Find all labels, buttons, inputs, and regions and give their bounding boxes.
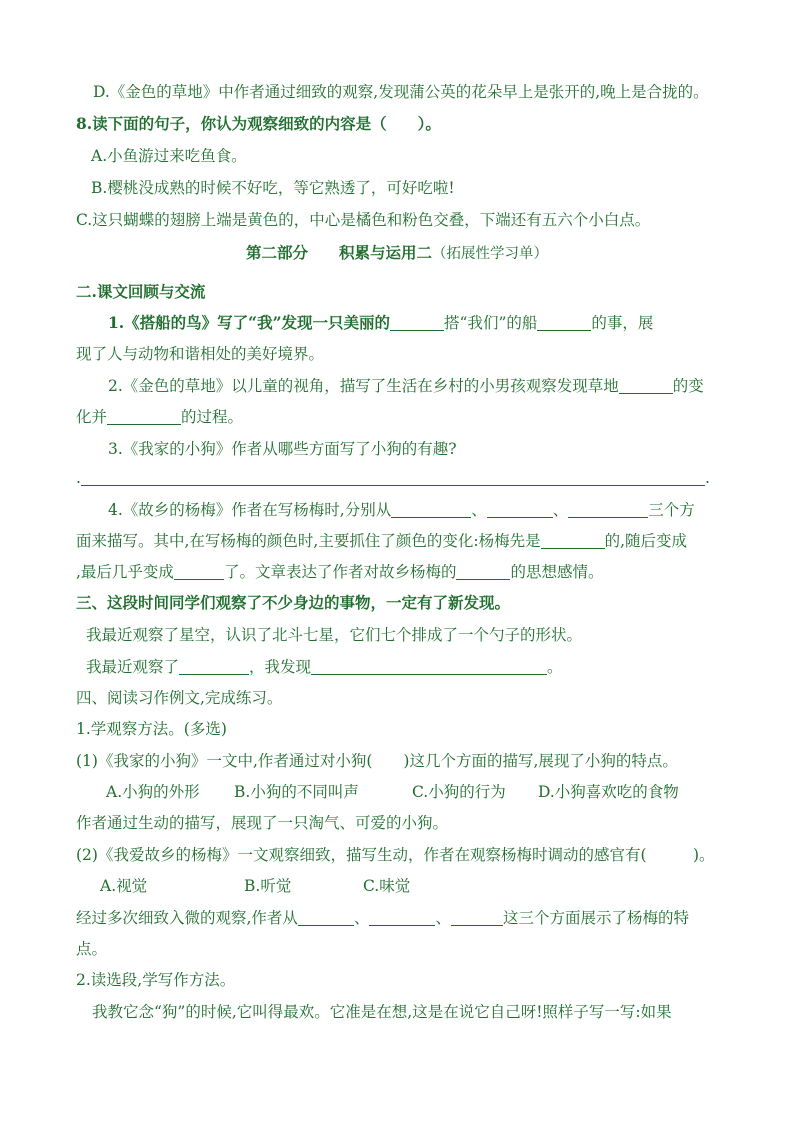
reading-1-title: 1.学观察方法。(多选) [76,720,227,738]
fill-blank[interactable] [487,501,553,518]
reading-3-passage: 我教它念“狗”的时候,它叫得最欢。它准是在想,这是在说它自己呀!照样子写一写:如果 [92,1003,672,1021]
reading-1-option-d: D.小狗喜欢吃的食物 [538,783,679,801]
item-3-question: 3.《我家的小狗》作者从哪些方面写了小狗的有趣? [108,440,457,458]
reading-2-text-a: 经过多次细致入微的观察,作者从 [76,909,298,927]
reading-1-option-c: C.小狗的行为 [412,783,506,801]
question-8-option-b: B.樱桃没成熟的时候不好吃，等它熟透了，可好吃啦! [91,179,455,197]
part-two-subtitle: （拓展性学习单） [432,246,548,262]
section-3-text-b: ，我发现 [249,658,312,676]
fill-blank[interactable] [107,408,181,425]
item-3-answer-line [76,467,716,489]
reading-2-fill-line-2: 点。 [76,940,108,958]
fill-blank[interactable] [568,501,648,518]
item-4-text-f: 了。文章表达了作者对故乡杨梅的 [223,563,457,581]
fill-blank[interactable] [298,909,354,926]
reading-1-option-b: B.小狗的不同叫声 [234,783,359,801]
separator: 、 [435,909,451,927]
item-2-text-c: 化并 [76,408,108,426]
item-4-text-c: 面来描写。其中,在写杨梅的颜色时,主要抓住了颜色的变化:杨梅先是 [76,532,541,550]
item-2-line-2 [76,406,243,428]
section-3-text-a: 我最近观察了 [86,658,180,676]
item-1-line-1 [108,312,653,334]
section-3-text-c: 。 [547,658,563,676]
reading-2-option-b: B.听觉 [244,877,292,895]
reading-2-question: (2)《我爱故乡的杨梅》一文观察细致，描写生动，作者在观察杨梅时调动的感官有( )。 [76,846,715,864]
item-1-text-a: 1.《搭船的鸟》写了“我”发现一只美丽的 [108,313,391,332]
section-3-example: 我最近观察了星空，认识了北斗七星，它们七个排成了一个勺子的形状。 [86,626,583,644]
fill-blank[interactable] [369,909,435,926]
fill-blank[interactable] [390,314,444,331]
item-4-line-2 [76,530,687,552]
question-8: 8.读下面的句子，你认为观察细致的内容是（ ）。 [76,114,441,133]
part-two-heading [0,242,794,264]
item-4-text-d: 的,随后变成 [604,532,688,550]
item-4-text-e: ,最后几乎变成 [76,563,174,581]
dot-right: . [704,469,710,487]
question-8-option-a: A.小鱼游过来吃鱼食。 [91,147,247,165]
separator: 、 [353,909,370,927]
section-3-heading: 三、这段时间同学们观察了不少身边的事物，一定有了新发现。 [76,593,511,612]
fill-blank[interactable] [179,658,249,675]
item-4-line-1 [108,499,695,521]
item-4-text-b: 三个方 [648,501,695,519]
item-1-text-c: 的事，展 [591,314,654,332]
part-two-title: 第二部分 积累与运用二 [245,243,432,262]
fill-blank[interactable] [311,658,547,675]
fill-blank[interactable] [537,314,591,331]
dot-left: . [76,469,81,487]
item-1-line-2: 现了人与动物和谐相处的美好境界。 [76,345,325,363]
fill-blank[interactable] [451,909,503,926]
item-4-text-g: 的思想感情。 [510,563,604,581]
reading-2-option-c: C.味觉 [363,877,411,895]
fill-blank[interactable] [456,563,510,580]
fill-blank[interactable] [619,377,673,394]
item-2-line-1 [108,375,704,397]
reading-1-summary: 作者通过生动的描写，展现了一只淘气、可爱的小狗。 [76,814,449,832]
reading-1-option-a: A.小狗的外形 [106,783,200,801]
item-1-text-b: 搭“我们”的船 [444,314,538,332]
reading-3-title: 2.读选段,学写作方法。 [76,971,236,989]
reading-2-fill-line-1 [76,907,689,929]
item-2-text-d: 的过程。 [181,408,244,426]
reading-1-question: (1)《我家的小狗》一文中,作者通过对小狗( )这几个方面的描写,展现了小狗的特点。 [76,752,678,770]
reading-2-text-d: 这三个方面展示了杨梅的特 [502,909,689,927]
option-d-line: D.《金色的草地》中作者通过细致的观察,发现蒲公英的花朵早上是张开的,晚上是合拢的。 [93,83,709,101]
fill-blank[interactable] [391,501,471,518]
section-2-heading: 二.课文回顾与交流 [76,282,206,301]
reading-2-option-a: A.视觉 [100,877,148,895]
section-4-heading: 四、阅读习作例文,完成练习。 [76,689,283,707]
section-3-fill [86,656,563,678]
item-4-text-a: 4.《故乡的杨梅》作者在写杨梅时,分别从 [108,501,392,519]
answer-blank[interactable] [81,469,705,486]
separator: 、 [471,501,487,519]
fill-blank[interactable] [541,532,605,549]
item-2-text-b: 的变 [672,377,704,395]
fill-blank[interactable] [174,563,224,580]
item-4-line-3 [76,561,603,583]
item-2-text-a: 2.《金色的草地》以儿童的视角，描写了生活在乡村的小男孩观察发现草地 [108,377,619,395]
separator: 、 [552,501,569,519]
question-8-option-c: C.这只蝴蝶的翅膀上端是黄色的，中心是橘色和粉色交叠，下端还有五六个小白点。 [76,211,651,229]
